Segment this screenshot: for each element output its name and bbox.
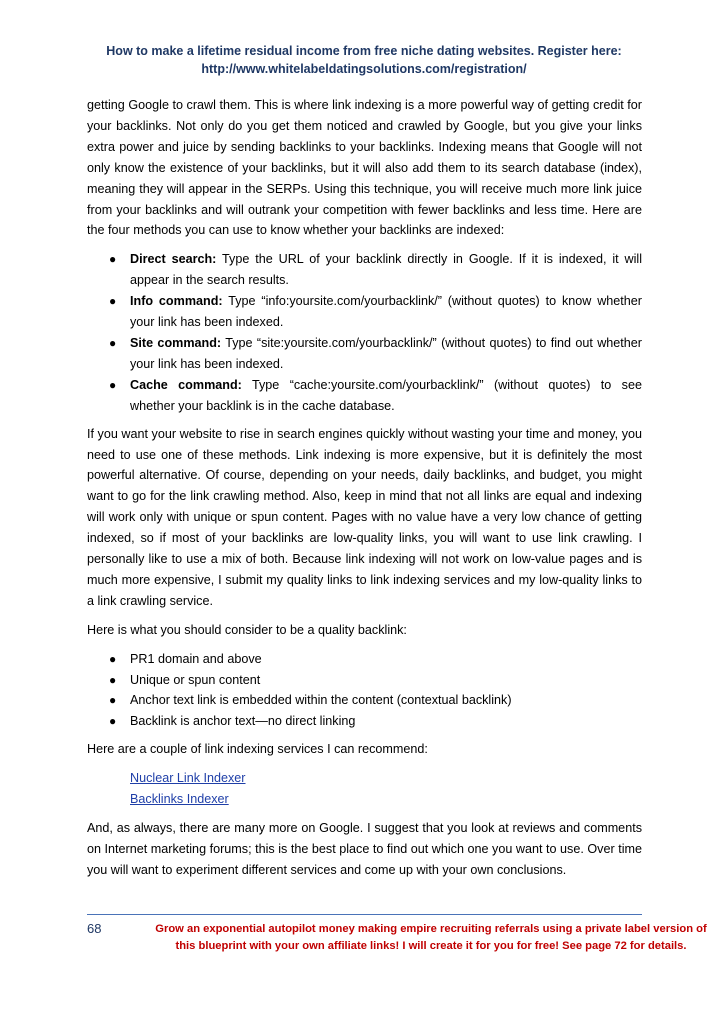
bullet-icon: ● [109, 672, 117, 687]
method-term: Site command: [130, 335, 222, 350]
footer-divider [87, 914, 642, 915]
list-item [87, 333, 642, 375]
footer-promo-text: Grow an exponential autopilot money making empire recruiting referrals using a private label version of this blueprint with your own affiliate links! I will create it for you for free! See page 72 for details. [155, 923, 707, 952]
list-item [87, 291, 642, 333]
method-term: Direct search: [130, 252, 217, 267]
method-description: Type “info:yoursite.com/yourbacklink/” (without quotes) to know whether your link has been indexed. [130, 294, 642, 330]
method-description: Type “cache:yoursite.com/yourbacklink/” (without quotes) to see whether your backlink is in the cache database. [130, 377, 642, 413]
quality-item-text: Backlink is anchor text—no direct linking [130, 714, 356, 729]
bullet-icon: ● [109, 294, 117, 309]
method-term: Info command: [130, 294, 223, 309]
services-intro: Here are a couple of link indexing services I can recommend: [87, 742, 428, 757]
bullet-icon: ● [109, 252, 117, 267]
bullet-icon: ● [109, 714, 117, 729]
bullet-icon: ● [109, 377, 117, 392]
indexing-services-links [87, 768, 642, 810]
quality-item-text: Unique or spun content [130, 672, 261, 687]
intro-paragraph: getting Google to crawl them. This is where link indexing is a more powerful way of getting credit for your backlinks. Not only do you get them noticed and crawled by Google, but you give your links extra power and juice by sending backlinks to your backlinks. Indexing means that Google will not only know the existence of your backlinks, but it will also add them to its search database (index), meaning they will appear in the SERPs. Using this technique, you will receive much more link juice from your backlinks and will outrank your competition with fewer backlinks and less time. Here are the four methods you can use to know whether your backlinks are indexed: [87, 98, 642, 238]
list-item [87, 649, 642, 670]
list-item [87, 249, 642, 291]
list-item [87, 375, 642, 417]
list-item [87, 711, 642, 732]
header-text: How to make a lifetime residual income from free niche dating websites. Register here: [106, 44, 622, 58]
list-item [87, 670, 642, 691]
quality-intro: Here is what you should consider to be a quality backlink: [87, 622, 407, 637]
page-header [100, 42, 628, 78]
quality-item-text: PR1 domain and above [130, 651, 262, 666]
bullet-icon: ● [109, 335, 117, 350]
method-term: Cache command: [130, 377, 242, 392]
quality-item-text: Anchor text link is embedded within the content (contextual backlink) [130, 693, 512, 708]
closing-paragraph: And, as always, there are many more on Google. I suggest that you look at reviews and comments on Internet marketing forums; this is the best place to find out which one you want to use. Over time you will want to experiment different services and come up with your own conclusions. [87, 821, 642, 877]
header-registration-url[interactable]: http://www.whitelabeldatingsolutions.com/registration/ [201, 62, 527, 76]
bullet-icon: ● [109, 651, 117, 666]
bullet-icon: ● [109, 693, 117, 708]
method-description: Type “site:yoursite.com/yourbacklink/” (without quotes) to find out whether your link has been indexed. [130, 335, 643, 371]
page-content [87, 95, 642, 889]
list-item [87, 690, 642, 711]
indexing-methods-list [87, 249, 642, 416]
method-description: Type the URL of your backlink directly in Google. If it is indexed, it will appear in the search results. [130, 252, 643, 288]
nuclear-link-indexer-link[interactable]: Nuclear Link Indexer [130, 771, 246, 786]
strategy-paragraph: If you want your website to rise in search engines quickly without wasting your time and money, you need to use one of these methods. Link indexing is more expensive, but it is definitely the most powerful alternative. Of course, depending on your needs, daily backlinks, and budget, you might want to go for the link crawling method. Also, keep in mind that not all links are equal and indexing will work only with unique or spun content. Pages with no value have a very low chance of getting indexed, so if most of your backlinks are low-quality links, you will want to use link crawling. I personally like to use a mix of both. Because link indexing will not work on low-value pages and is much more expensive, I submit my quality links to link indexing services and my low-quality links to a link crawling service. [87, 426, 642, 608]
quality-backlink-list [87, 649, 642, 733]
page-number: 68 [87, 921, 102, 936]
backlinks-indexer-link[interactable]: Backlinks Indexer [130, 792, 229, 807]
